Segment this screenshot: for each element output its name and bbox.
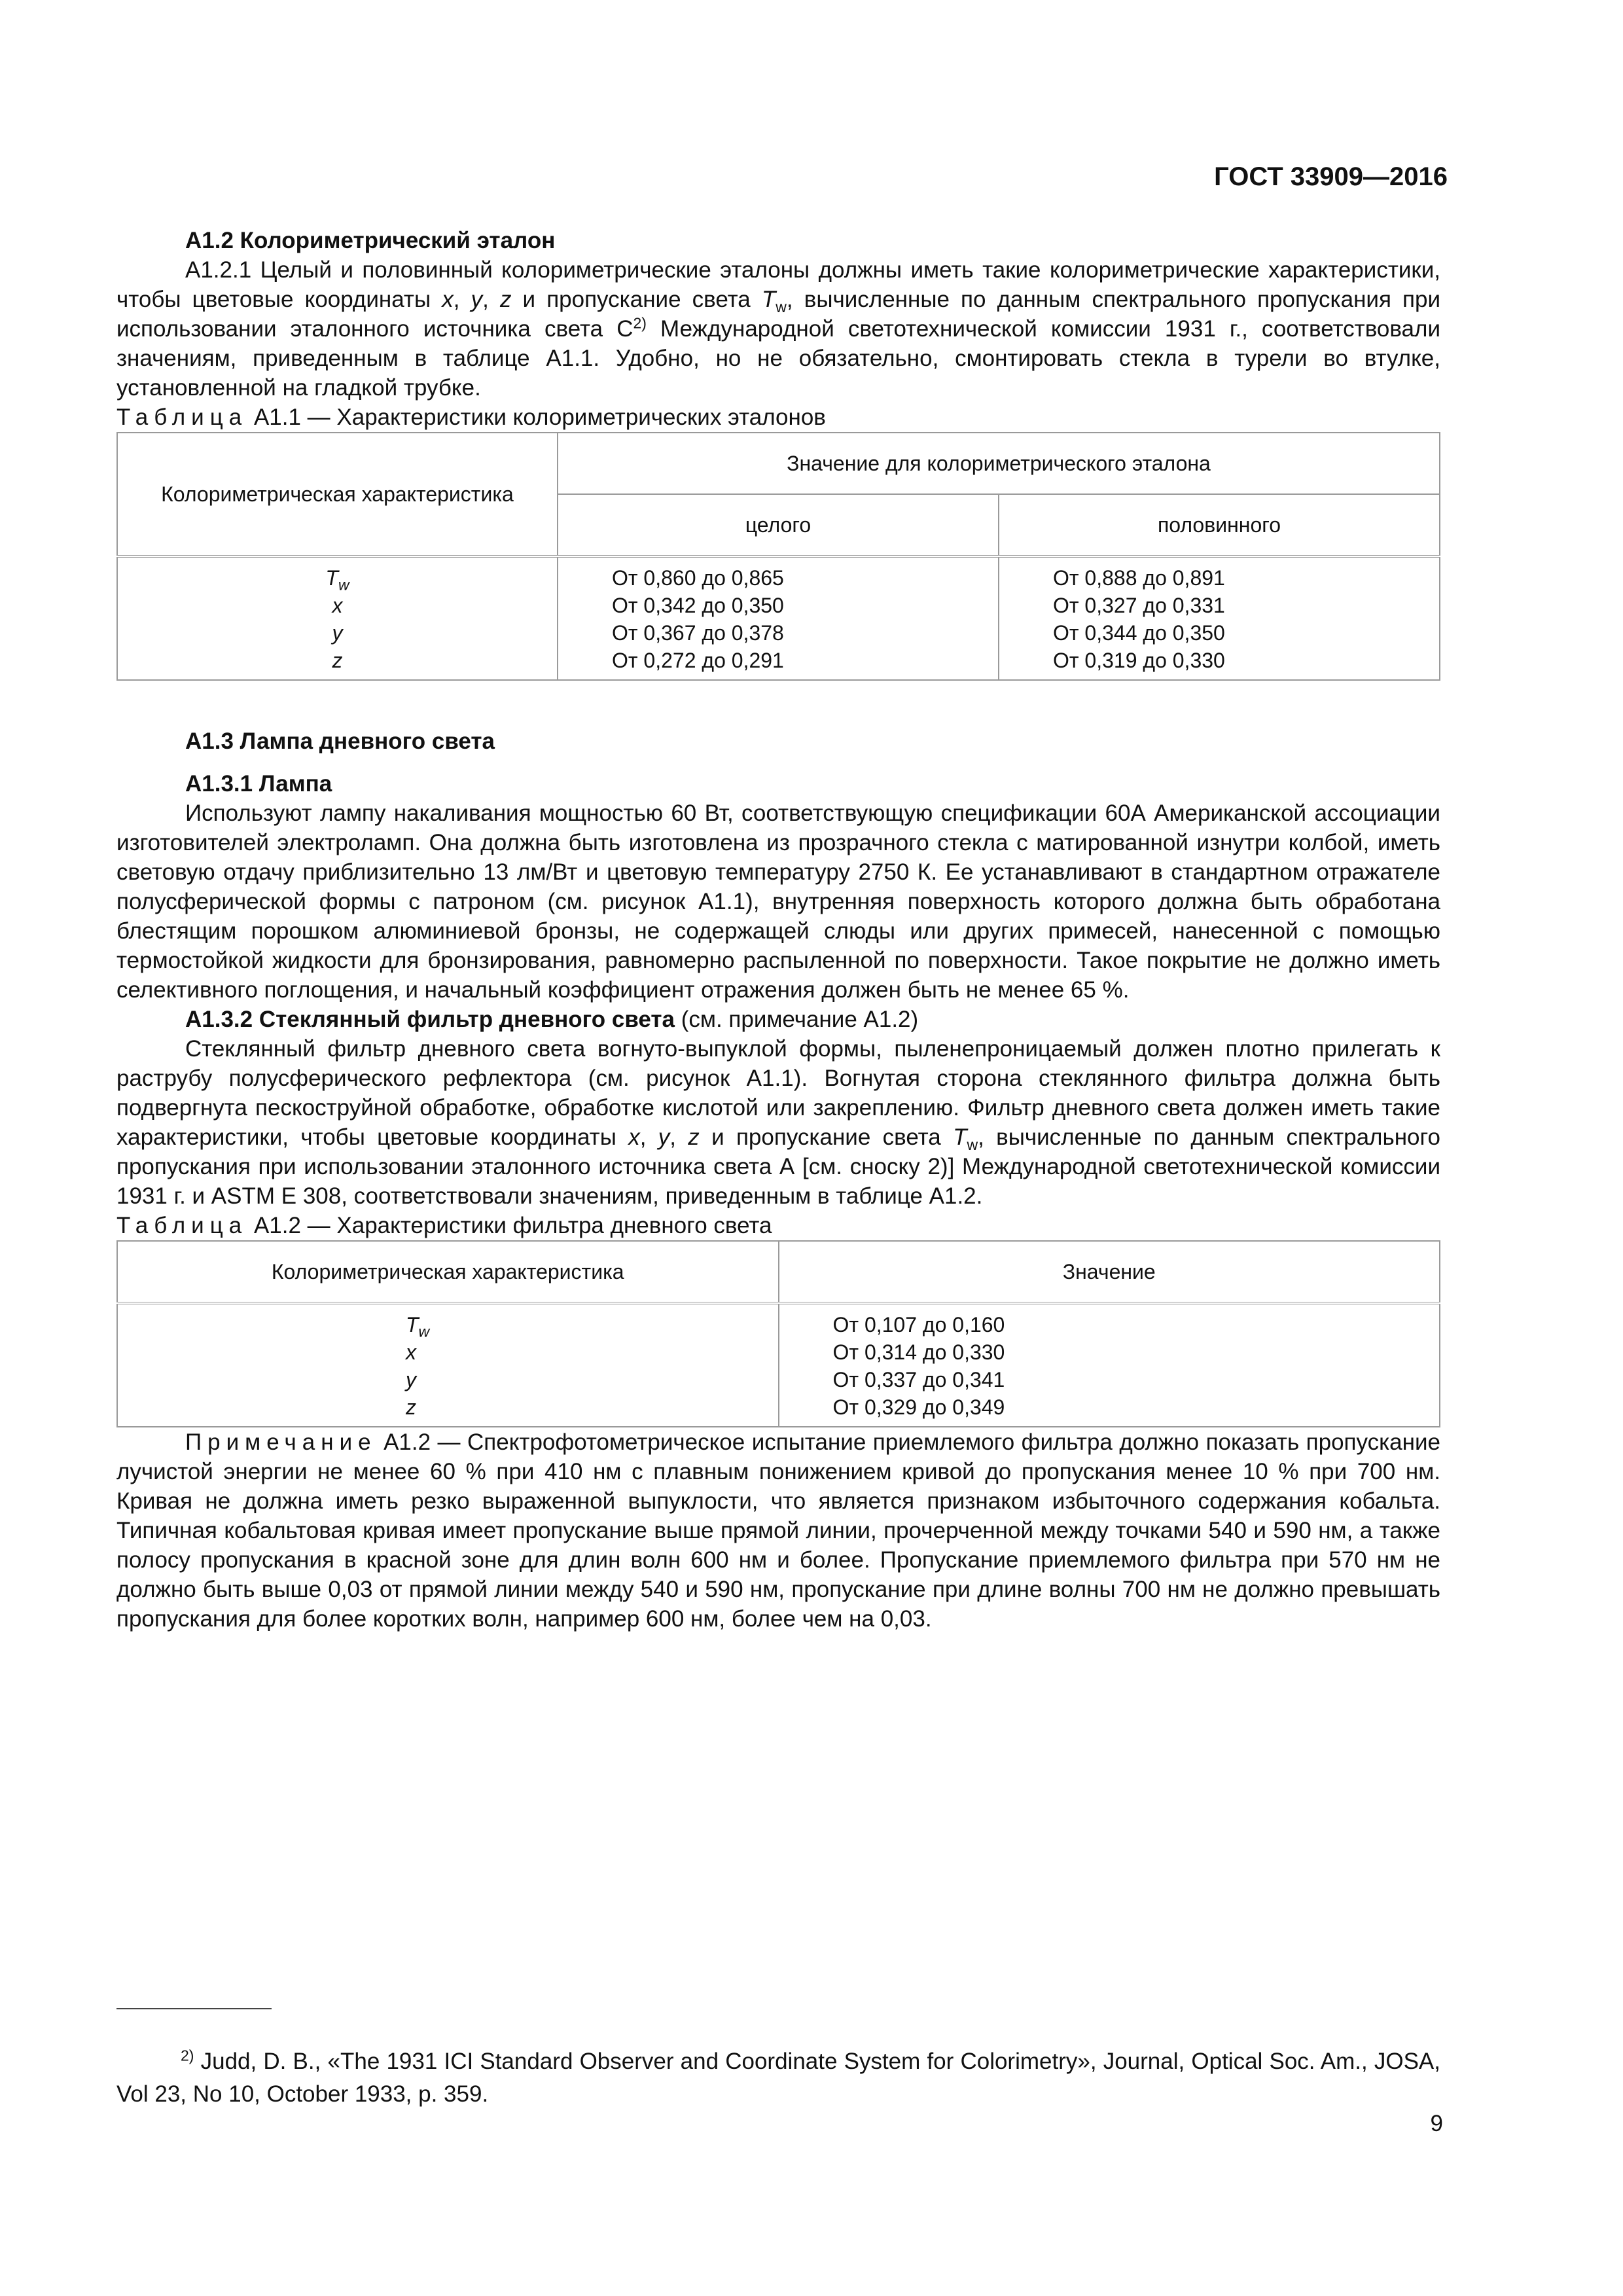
- table1-caption: Таблица А1.1 — Характеристики колориметрических эталонов: [116, 404, 826, 430]
- table1-params-cell: $T_w$ x y z: [117, 556, 558, 680]
- coord-y: y: [471, 287, 483, 312]
- page-number: 9: [1430, 2111, 1443, 2136]
- coord-x: x: [442, 287, 454, 312]
- section-heading-a13: А1.3 Лампа дневного света: [185, 728, 495, 754]
- table1-half-cell: От 0,888 до 0,891 От 0,327 до 0,331 От 0,344 до 0,350 От 0,319 до 0,330: [999, 556, 1440, 680]
- table1-header-half: половинного: [999, 494, 1440, 556]
- table1-header-param: Колориметрическая характеристика: [117, 433, 558, 556]
- table2-header-param: Колориметрическая характеристика: [117, 1241, 779, 1303]
- subsection-heading-a132: А1.3.2 Стеклянный фильтр дневного света (см. примечание А1.2): [185, 1007, 919, 1032]
- table1-whole-cell: От 0,860 до 0,865 От 0,342 до 0,350 От 0,367 до 0,378 От 0,272 до 0,291: [558, 556, 999, 680]
- table2-values-cell: От 0,107 до 0,160 От 0,314 до 0,330 От 0,337 до 0,341 От 0,329 до 0,349: [779, 1303, 1440, 1427]
- paragraph-a121: А1.2.1 Целый и половинный колориметрические эталоны должны иметь такие колориметрические характеристики, чтобы цветовые координаты x, y, z и пропускание света $T_w$, вычисленные по данным спектрального пропускания при использовании эталонного источника света $С^{2)}$ Международной светотехнической комиссии 1931 г., соответствовали значениям, приведенным в таблице А1.1. Удобно, но не обязательно, смонтировать стекла в турели во втулке, установленной на гладкой трубке.: [116, 257, 1440, 401]
- footnote: $^{2)}$ Judd, D. B., «The 1931 ICI Standard Observer and Coordinate System for Colorimetry», Journal, Optical Soc. Am., JOSA, Vol 23, No 10, October 1933, p. 359.: [116, 2047, 1440, 2107]
- paragraph-a131: Используют лампу накаливания мощностью 60 Вт, соответствующую спецификации 60А Американской ассоциации изготовителей электроламп. Она должна быть изготовлена из прозрачного стекла с матированной изнутри колбой, иметь световую отдачу приблизительно 13 лм/Вт и цветовую температуру 2750 К. Ее устанавливают в стандартном отражателе полусферической формы с патроном (см. рисунок А1.1), внутренняя поверхность которого должна быть обработана блестящим порошком алюминиевой бронзы, не содержащей слюды или других примесей, нанесенной с помощью термостойкой жидкости для бронзирования, равномерно распыленной по поверхности. Такое покрытие не должно иметь селективного поглощения, и начальный коэффициент отражения должен быть не менее 65 %.: [116, 800, 1440, 1003]
- table-colorimetric-standards: [116, 432, 1440, 681]
- table1-header-value-group: Значение для колориметрического эталона: [558, 433, 1440, 494]
- page-content: [116, 226, 1440, 1634]
- table2-params-cell: $T_w$ x y z: [117, 1303, 779, 1427]
- standard-designation: ГОСТ 33909—2016: [1214, 162, 1448, 191]
- subscript-w: w: [776, 298, 787, 315]
- note-a12: Примечание А1.2 — Спектрофотометрическое испытание приемлемого фильтра должно показать пропускание лучистой энергии не менее 60 % при 410 нм с плавным понижением кривой до пропускания менее 10 % при 700 нм. Кривая не должна иметь резко выраженной выпуклости, что является признаком избыточного содержания кобальта. Типичная кобальтовая кривая имеет пропускание выше прямой линии, прочерченной между точками 540 и 590 нм, а также полосу пропускания в красной зоне для длин волн 600 нм и более. Пропускание приемлемого фильтра при 570 нм не должно быть выше 0,03 от прямой линии между 540 и 590 нм, пропускание при длине волны 700 нм не должно превышать пропускания для более коротких волн, например 600 нм, более чем на 0,03.: [116, 1429, 1440, 1632]
- table2-header-value: Значение: [779, 1241, 1440, 1303]
- table-row: [117, 556, 1440, 680]
- table-row: [117, 1303, 1440, 1427]
- table2-caption: Таблица А1.2 — Характеристики фильтра дневного света: [116, 1213, 772, 1238]
- table1-header-whole: целого: [558, 494, 999, 556]
- footnote-ref: 2): [633, 314, 647, 332]
- table-daylight-filter: [116, 1240, 1440, 1427]
- section-heading-a12: А1.2 Колориметрический эталон: [185, 228, 556, 253]
- footnote-divider: [116, 2008, 272, 2009]
- coord-z: z: [499, 287, 512, 312]
- subsection-heading-a131: А1.3.1 Лампа: [185, 771, 332, 797]
- symbol-t: T: [761, 287, 776, 312]
- paragraph-a132: Стеклянный фильтр дневного света вогнуто-выпуклой формы, пыленепроницаемый должен плотно прилегать к раструбу полусферического рефлектора (см. рисунок А1.1). Вогнутая сторона стеклянного фильтра должна быть подвергнута пескоструйной обработке, обработке кислотой или закреплению. Фильтр дневного света должен иметь такие характеристики, чтобы цветовые координаты x, y, z и пропускание света $T_w$, вычисленные по данным спектрального пропускания при использовании эталонного источника света А [см. сноску 2)] Международной светотехнической комиссии 1931 г. и ASTM Е 308, соответствовали значениям, приведенным в таблице А1.2.: [116, 1036, 1440, 1209]
